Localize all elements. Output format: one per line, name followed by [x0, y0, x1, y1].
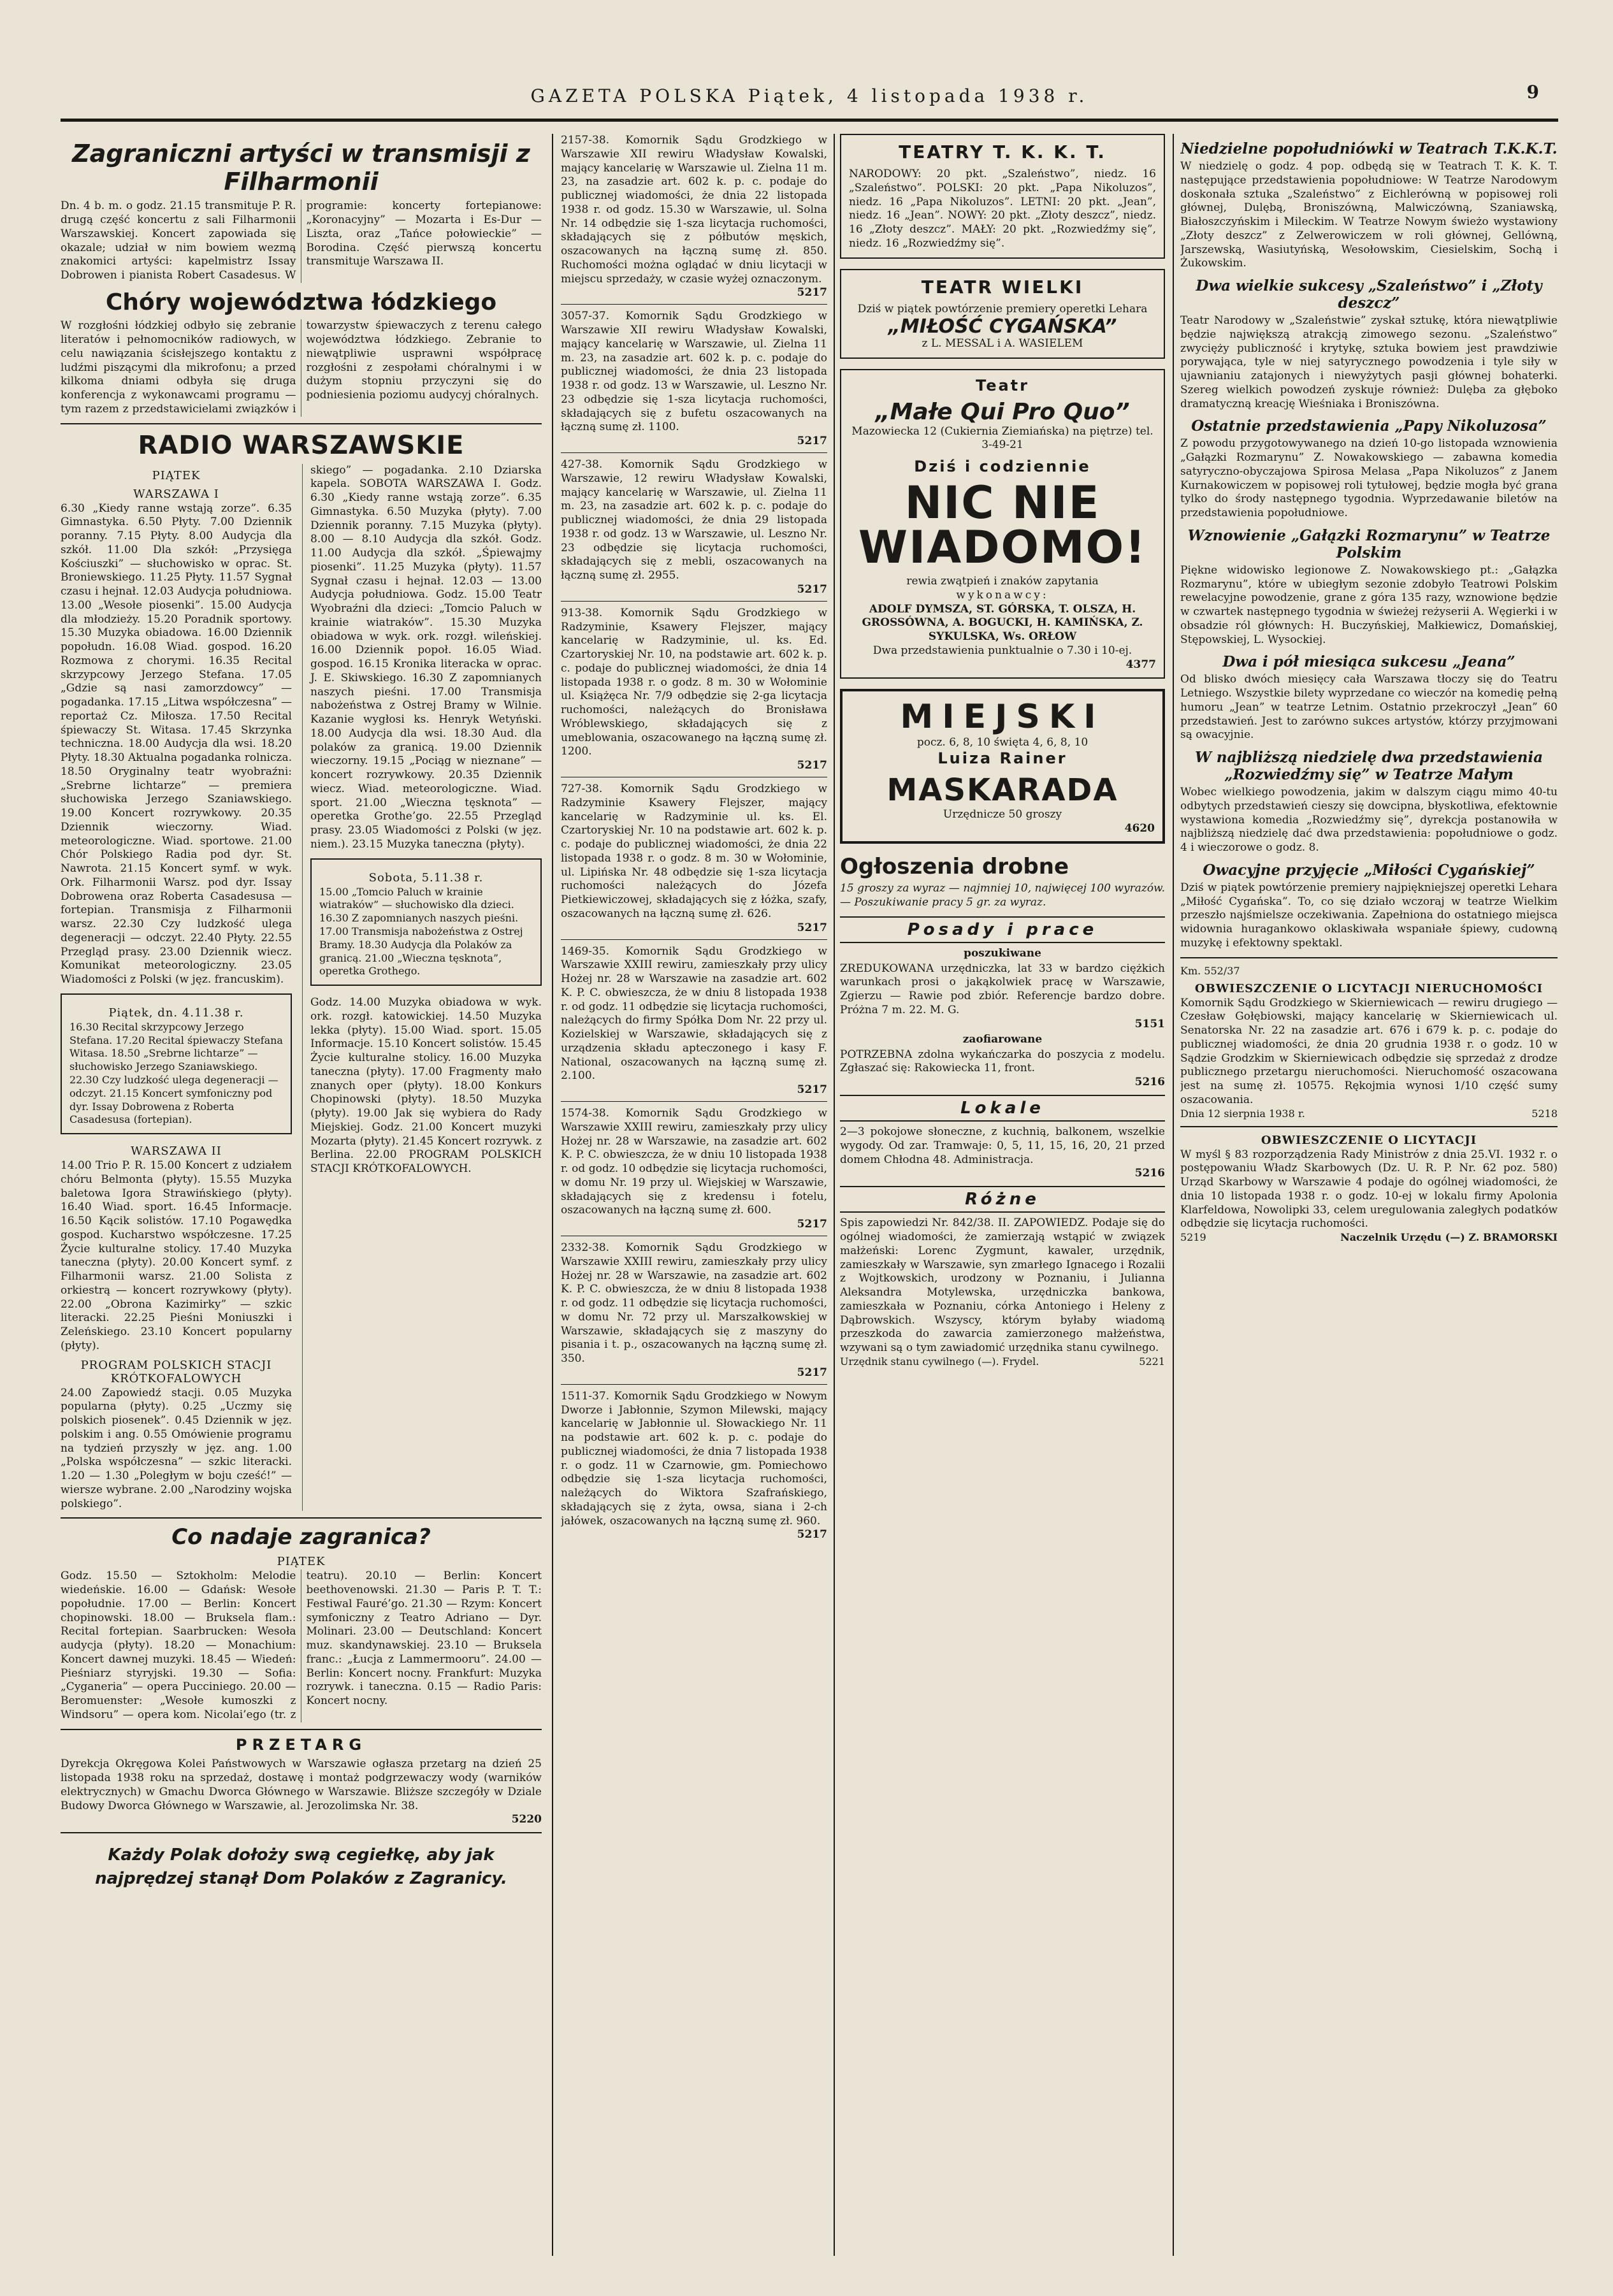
notice: 1469-35. Komornik Sądu Grodzkiego w Warszawie XXIII rewiru, zamieszkały przy ulicy Hożej nr. 28 w Warszawie na zasadzie art. 602 K. P. C. obwieszcza, że w dniu 8 listopada 1938 r. od godz. 11 odbędzie się licytacja ruchomości, należących do firmy Spółka Dom Nr. 22 przy ul. Kozielskiej w Warszawie, składających się z urządzenia składu apteczonego i kasy F. National, oszacowanych na łączną sumę zł. 2.100.	[561, 944, 827, 1083]
ad-tkkt	[840, 134, 1165, 259]
slogan: Każdy Polak dołoży swą cegiełkę, aby jak najprędzej stanął Dom Polaków z Zagranicy.	[95, 1845, 507, 1888]
ad-wielki-sub: Dziś w piątek powtórzenie premiery operetki Lehara	[857, 302, 1148, 315]
ad-tkkt-title: TEATRY T. K. K. T.	[899, 141, 1106, 162]
classifieds-price: 15 groszy za wyraz — najmniej 10, najwięcej 100 wyrazów. — Poszukiwanie pracy 5 gr. za wyraz.	[840, 882, 1165, 909]
masthead	[61, 82, 1558, 117]
ad-miejski-title: MIEJSKI	[900, 697, 1105, 736]
news-headline: Dwa i pół miesiąca sukcesu „Jeana”	[1222, 653, 1515, 671]
ad-wielki-cast: z L. MESSAL i A. WASIELEM	[922, 337, 1083, 350]
ad-wielki-title: TEATR WIELKI	[921, 276, 1084, 298]
ad-qpq-show: NIC NIE WIADOMO!	[858, 477, 1147, 574]
notice-ref: Km. 552/37	[1180, 964, 1240, 977]
ad-qpq-lead: Teatr	[976, 377, 1029, 394]
shortwave-schedule: 24.00 Zapowiedź stacji. 0.05 Muzyka popularna (płyty). 0.25 „Uczmy się polskich piosenek”. 0.45 Dziennik w jęz. polskim i ang. 0.55 Omówienie programu na tydzień przyszły w jęz. ang. 1.00 „Polska współczesna” — szkic literacki. 1.20 — 1.30 „Poległym w boju cześć!” — wiersze wybrane. 2.00 „Narodziny wojska polskiego”.	[61, 1386, 292, 1510]
classified-number: 5216	[1134, 1076, 1165, 1089]
divider	[61, 423, 542, 424]
news-headline: Niedzielne popołudniówki w Teatrach T.K.K.T.	[1180, 140, 1558, 157]
highlight-body: 16.30 Recital skrzypcowy Jerzego Stefana. 17.20 Recital śpiewaczy Stefana Witasa. 18.50 „Srebrne lichtarze” — słuchowisko Jerzego Szaniawskiego. 22.30 Czy ludzkość ulega degeneracji — odczyt. 21.15 Koncert symfoniczny pod dyr. Issay Dobrowena z Roberta Casadesusa (fortepian).	[69, 1020, 283, 1126]
notice-number: 5217	[797, 286, 827, 300]
official-notice-title: OBWIESZCZENIE O LICYTACJI NIERUCHOMOŚCI	[1194, 981, 1544, 995]
news-body: Wobec wielkiego powodzenia, jakim w dalszym ciągu mimo 40-tu odbytych przedstawień cieszy się dowcipna, błyskotliwa, efektownie wystawiona komedia „Rozwiedźmy się”, dyrekcja postanowiła w najbliższą niedzielę dać dwa przedstawienia: popołudniowe o godz. 4 i wieczorowe o godz. 8.	[1180, 786, 1558, 854]
highlight-box-saturday	[310, 858, 542, 986]
ad-qpq-cast: ADOLF DYMSZA, ST. GÓRSKA, T. OLSZA, H. GROSSÓWNA, A. BOGUCKI, H. KAMIŃSKA, Z. SYKULSKA, Ws. ORŁOW	[862, 602, 1143, 644]
divider	[561, 601, 827, 602]
column-theatre-news	[1180, 134, 1558, 2259]
notice: 913-38. Komornik Sądu Grodzkiego w Radzyminie, Ksawery Flejszer, mający kancelarię w Radzyminie, ul. ks. Ed. Czartoryskiej Nr. 10, na podstawie art. 602 k. p. c. podaje do publicznej wiadomości, że dnia 14 listopada 1938 r. o godz. 8 m. 30 w Wołominie ul. Książęca Nr. 7/9 odbędzie się 2-ga licytacja ruchomości, należących do Bronisława Wróblewskiego, składających się z umeblowania, oszacowanego na łączną sumę zł. 1200.	[561, 606, 827, 758]
notice-sign: Naczelnik Urzędu (—) Z. BRAMORSKI	[1340, 1231, 1558, 1243]
classified-number: 5151	[1134, 1017, 1165, 1030]
divider	[61, 1517, 542, 1519]
notice: 3057-37. Komornik Sądu Grodzkiego w Warszawie XII rewiru Władysław Kowalski, mający kancelarię w Warszawie, ul. Zielna 11 m. 23, na zasadzie art. 602 k. p. c. podaje do publicznej wiadomości, że dnia 23 listopada 1938 r. od godz. 13 w Warszawie, ul. Leszno Nr. 23 odbędzie się 1-sza licytacja ruchomości, składających się z bufetu oszacowanych na łączną sumę zł. 1100.	[561, 310, 827, 434]
radio-schedule-saturday: skiego” — pogadanka. 2.10 Dziarska kapela. SOBOTA WARSZAWA I. Godz. 6.30 „Kiedy ranne wstają zorze”. 6.35 Gimnastyka. 6.50 Muzyka (płyty). 7.00 Dziennik poranny. 7.15 Muzyka (płyty). 8.00 — 8.10 Audycja dla szkół. Godz. 11.00 Audycja dla szkół. „Śpiewajmy piosenki”. 11.25 Muzyka (płyty). 11.57 Sygnał czasu i hejnał. 12.03 — 13.00 Audycja południowa. Godz. 15.00 Teatr Wyobraźni dla dzieci: „Tomcio Paluch w krainie wiatraków”. 15.30 Muzyka obiadowa w wyk. ork. rozgł. wileńskiej. 16.00 Dziennik popoł. 16.05 Wiad. gospod. 16.15 Kronika literacka w oprac. J. E. Skiwskiego. 16.30 Z zapomnianych naszych pieśni. 17.00 Transmisja nabożeństwa z Ostrej Bramy w Wilnie. Kazanie wygłosi ks. Henryk Wetyński. 18.00 Audycja dla wsi. 18.30 Aud. dla polaków za granicą. 19.00 Dziennik wieczorny. 19.15 „Pociąg w nieznane” — koncert rozrywkowy. 20.35 Dziennik wiecz. Wiad. meteorologiczne. Wiad. sport. 21.00 „Wieczna tęsknota” — operetka Grothe’go. 22.55 Przegląd prasy. 23.05 Wiadomości z Polski (w jęz. niem.). 23.15 Muzyka taneczna (płyty).	[310, 463, 542, 851]
divider	[1180, 957, 1558, 958]
shortwave-title: PROGRAM POLSKICH STACJI KRÓTKOFALOWYCH	[80, 1358, 272, 1385]
notice: 427-38. Komornik Sądu Grodzkiego w Warszawie, 12 rewiru Władysław Kowalski, mający kancelarię w Warszawie, ul. Zielna 11 m. 23, na zasadzie art. 602 k. p. c. podaje do publicznej wiadomości, że dnia 29 listopada 1938 r. od godz. 13 w Warszawie, ul. Leszno Nr. 23 odbędzie się licytacja ruchomości, składających się z mebli, oszacowanych na łączną sumę zł. 2955.	[561, 458, 827, 582]
column-divider	[1173, 134, 1174, 2256]
divider	[561, 1101, 827, 1102]
divider	[61, 1832, 542, 1833]
highlight-box-friday	[61, 993, 292, 1134]
ad-wielki-show: „MIŁOŚĆ CYGAŃSKA”	[888, 315, 1117, 338]
headline-radio: RADIO WARSZAWSKIE	[138, 430, 465, 460]
ad-miejski-star: Luiza Rainer	[937, 749, 1067, 768]
headline-artists: Zagraniczni artyści w transmisji z Filharmonii	[72, 140, 530, 196]
news-headline: Owacyjne przyjęcie „Miłości Cygańskiej”	[1203, 861, 1535, 879]
classified-wanted: ZREDUKOWANA urzędniczka, lat 33 w bardzo ciężkich warunkach prosi o jakąkolwiek pracę w Warszawie, Zgierzu — Rawie pod zbiór. Referencje bardzo dobre. Próżna 7 m. 22. M. G.	[840, 962, 1165, 1016]
ad-qpq-genre: rewia zwątpień i znaków zapytania	[906, 575, 1099, 588]
divider	[561, 1384, 827, 1385]
official-notice-footer	[1180, 1108, 1558, 1120]
notice-number: 5217	[797, 1218, 827, 1231]
radio-right	[302, 464, 542, 1512]
news-headline: Wznowienie „Gałązki Rozmarynu” w Teatrze Polskim	[1187, 526, 1551, 561]
classified-offered: POTRZEBNA zdolna wykańczarka do poszycia z modelu. Zgłaszać się: Rakowiecka 11, front.	[840, 1048, 1165, 1075]
rubric-offered: zaofiarowane	[962, 1032, 1043, 1046]
headline-choirs: Chóry województwa łódzkiego	[105, 289, 497, 315]
classified-premises: 2—3 pokojowe słoneczne, z kuchnią, balkonem, wszelkie wygody. Od zar. Tramwaje: 0, 5, 11, 15, 16, 20, 21 przed domem Chłodna 48. Administracja.	[840, 1125, 1165, 1166]
highlight-body: 15.00 „Tomcio Paluch w krainie wiatraków” — słuchowisko dla dzieci. 16.30 Z zapomnianych naszych pieśni. 17.00 Transmisja nabożeństwa z Ostrej Bramy. 18.30 Audycja dla Polaków za granicą. 21.00 „Wieczna tęsknota”, operetka Grothego.	[319, 885, 523, 978]
ad-kino-miejski	[840, 689, 1165, 844]
ad-qui-pro-quo	[840, 369, 1165, 679]
page-number: 9	[1526, 82, 1539, 103]
headline-tender: PRZETARG	[235, 1735, 367, 1754]
notice-number: 5217	[797, 582, 827, 596]
notice: 1511-37. Komornik Sądu Grodzkiego w Nowym Dworze i Jabłonnie, Szymon Milewski, mający kancelarię w Jabłonnie ul. Słowackiego Nr. 11 na podstawie art. 602 k. p. c. podaje do publicznej wiadomości, że dnia 7 listopada 1938 r. o godz. 11 w Czarnowie, gm. Pomiechowo odbędzie się 1-sza licytacja ruchomości, należących do Wiktora Szafrańskiego, składających się z żyta, owsa, siana i 2-ch jałówek, oszacowanych na łączną sumę zł. 960.	[561, 1389, 827, 1527]
notice: 2332-38. Komornik Sądu Grodzkiego w Warszawie XXIII rewiru, zamieszkały przy ulicy Hożej nr. 28 w Warszawie, na zasadzie art. 602 K. P. C. obwieszcza, że w dniu 8 listopada 1938 r. od godz. 11 odbędzie się licytacja ruchomości, w domu Nr. 72 przy ul. Marszałkowskiej w Warszawie, składających się z maszyny do pisania i t. p., oszacowanych na łączną sumę zł. 350.	[561, 1241, 827, 1365]
divider	[561, 452, 827, 453]
radio-schedule-w2: 14.00 Trio P. R. 15.00 Koncert z udziałem chóru Belmonta (płyty). 15.55 Muzyka baletowa Igora Strawińskiego (płyty). 16.40 Wiad. sport. 16.45 Informacje. 16.50 Kącik solistów. 17.10 Pogawędka gospod. Kucharstwo współczesne. 17.25 Życie kulturalne stolicy. 17.40 Muzyka taneczna (płyty). 20.00 Koncert symf. z Filharmonii warsz. 21.00 Solista z orkiestrą — koncert rozrywkowy (płyty). 22.00 „Obrona Kazimirky” — szkic literacki. 22.25 Pieśni Moniuszki i Zeleńskiego. 23.10 Koncert popularny (płyty).	[61, 1159, 292, 1352]
ad-tkkt-body: NARODOWY: 20 pkt. „Szaleństwo”, niedz. 16 „Szaleństwo”. POLSKI: 20 pkt. „Papa Nikoluzos”, niedz. 16 „Papa Nikoluzos”. LETNI: 20 pkt. „Jean”, niedz. 16 „Jean”. NOWY: 20 pkt. „Złoty deszcz”, niedz. 16 „Złoty deszcz”. MAŁY: 20 pkt. „Rozwiedźmy się”, niedz. 16 „Rozwiedźmy się”.	[849, 168, 1156, 250]
news-headline: W najbliższą niedzielę dwa przedstawienia „Rozwiedźmy się” w Teatrze Małym	[1194, 749, 1544, 783]
divider	[561, 939, 827, 940]
masthead-rule	[61, 119, 1558, 122]
headline-abroad: Co nadaje zagranica?	[171, 1524, 431, 1550]
ad-teatr-wielki	[840, 269, 1165, 359]
ad-qpq-title: „Małe Qui Pro Quo”	[875, 399, 1130, 425]
news-headline: Ostatnie przedstawienia „Papy Nikoluzosa”	[1191, 417, 1547, 435]
radio-program	[61, 464, 542, 1512]
column-notices	[561, 134, 827, 2259]
news-headline: Dwa wielkie sukcesy „Szaleństwo” i „Złoty deszcz”	[1196, 277, 1542, 312]
ad-qpq-address: Mazowiecka 12 (Cukiernia Ziemiańska) na piętrze) tel. 3-49-21	[851, 424, 1154, 452]
ad-miejski-times: pocz. 6, 8, 10 święta 4, 6, 8, 10	[916, 735, 1089, 749]
news-body: Od blisko dwóch miesięcy cała Warszawa tłoczy się do Teatru Letniego. Wszystkie bilety wyprzedane co wieczór na komedię pełną humoru „Jean” w teatrze Letnim. Ostatnio przekroczył „Jean” 60 przedstawień. Jest to zarówno sukces artystów, którzy przyjmowani są owacyjnie.	[1180, 673, 1558, 742]
divider	[561, 304, 827, 305]
official-notice-title: OBWIESZCZENIE O LICYTACJI	[1261, 1133, 1477, 1147]
classified-misc-footer	[840, 1355, 1165, 1368]
official-notice-body: Komornik Sądu Grodzkiego w Skierniewicach — rewiru drugiego — Czesław Gołębiowski, mający kancelarię w Skierniewicach ul. Senatorska Nr. 22 na zasadzie art. 676 i 679 k. p. c. podaje do publicznej wiadomości, że dnia 20 grudnia 1938 r. o godz. 10 w Sądzie Grodzkim w Skierniewicach odbędzie się sprzedaż z drodze publicznego przetargu nieruchomości. Nieruchomość oszacowana jest na sumę zł. 10575. Rękojmia wynosi 1/10 część sumy oszacowania.	[1180, 996, 1558, 1106]
notice-date: Dnia 12 sierpnia 1938 r.	[1180, 1107, 1305, 1120]
ad-qpq-times: Dwa przedstawienia punktualnie o 7.30 i 10-ej.	[872, 644, 1132, 657]
notice-number: 5217	[797, 1528, 827, 1541]
notice-number: 5217	[797, 759, 827, 772]
radio-station-2: WARSZAWA II	[131, 1144, 222, 1159]
column-radio	[61, 134, 542, 2259]
news-body: Z powodu przygotowywanego na dzień 10-go listopada wznowienia „Gałązki Rozmarynu” Z. Nowakowskiego — zabawna komedia satyryczno-obyczajowa Spirosa Melasa „Papa Nikoluzos” z Janem Kurnakowiczem w popisowej roli tytułowej, będzie mogła być grana tylko do środy następnego tygodnia. Wyprzedawanie biletów na przedstawienia popołudniowe.	[1180, 437, 1558, 519]
highlight-title: Sobota, 5.11.38 r.	[368, 870, 484, 884]
classified-misc: Spis zapowiedzi Nr. 842/38. II. ZAPOWIEDZ. Podaje się do ogólnej wiadomości, że zamierzają wstąpić w związek małżeński: Lorenc Zygmunt, kawaler, urzędnik, zamieszkały w Warszawie, syn zmarłego Ignacego i Rozalii z Wojtkowskich, urodzony w Poznaniu, i Julianna Aleksandra Motylewska, urzędniczka bankowa, zamieszkała w Poznaniu, córka Antoniego i Heleny z Dąbrowskich. Wszyscy, którym byłaby wiadomą przeszkoda do zawarcia zamierzonego małżeństwa, wzywani są o tym zawiadomić urzędnika stanu cywilnego.	[840, 1217, 1165, 1355]
notice-number: 5217	[797, 435, 827, 447]
column-ads	[840, 134, 1165, 2259]
news-body: W niedzielę o godz. 4 pop. odbędą się w Teatrach T. K. K. T. następujące przedstawienia popołudniowe: W Teatrze Narodowym doskonała sztuka „Szaleństwo” z Eichlerówną w popisowej roli głównej, Dulębą, Broniszówną, Malwiczówną, Szaniawską, Białoszczyńskim i Mileckim. W Teatrze Nowym świeżo wystawiony „Złoty deszcz” z Zelwerowiczem w roli głównej, Gellówną, Jarszewską, Wasiutyńską, Wesołowskim, Ciesielskim, Sochą i Żukowskim.	[1180, 160, 1558, 270]
official-notice-body: W myśl § 83 rozporządzenia Rady Ministrów z dnia 25.VI. 1932 r. o postępowaniu Władz Skarbowych (Dz. U. R. P. Nr. 62 poz. 580) Urząd Skarbowy w Warszawie 4 podaje do ogólnej wiadomości, że dnia 10 listopada 1938 r. o godz. 10-ej w lokalu firmy Apolonia Klarfeldowa, Nowolipki 33, celem uregulowania zaległych podatków odbędzie się licytacja ruchomości.	[1180, 1148, 1558, 1231]
notice-number: 5217	[797, 1366, 827, 1379]
notice-number: 5219	[1180, 1231, 1206, 1243]
divider	[1180, 1126, 1558, 1127]
tender-body: Dyrekcja Okręgowa Kolei Państwowych w Warszawie ogłasza przetarg na dzień 25 listopada 1938 roku na sprzedaż, dostawę i montaż podgrzewaczy wody (warników elektrycznych) w Gmachu Dworca Głównego w Warszawie. Bliższe szczegóły w Dziale Budowy Dworca Głównego w Warszawie, al. Jerozolimska Nr. 38.	[61, 1758, 542, 1812]
notice-number: 5217	[797, 921, 827, 934]
rubric-wanted: poszukiwane	[964, 946, 1041, 960]
abroad-schedule: Godz. 15.50 — Sztokholm: Melodie wiedeńskie. 16.00 — Gdańsk: Wesołe popołudnie. 17.00 — Berlin: Koncert chopinowski. 18.00 — Bruksela flam.: Recital fortepian. Saarbrucken: Wesoła audycja (płyty). 18.20 — Monachium: Koncert dawnej muzyki. 18.45 — Wiedeń: Pieśniarz styryjski. 19.30 — Sofia: „Cyganeria” — opera Pucciniego. 20.00 — Beromuenster: „Wesołe kumoszki z Windsoru” — opera kom. Nicolai’ego (tr. z teatru). 20.10 — Berlin: Koncert beethovenowski. 21.30 — Paris P. T. T.: Festiwal Fauré’go. 21.30 — Rzym: Koncert symfoniczny z Teatro Adriano — Dyr. Molinari. 23.00 — Deutschland: Koncert muz. skandynawskiej. 23.10 — Bruksela franc.: „Łucja z Lammermooru”. 24.00 — Berlin: Koncert nocny. Frankfurt: Muzyka rozrywk. i taneczna. 0.15 — Radio Paris: Koncert nocny.	[61, 1570, 542, 1721]
notice-number: 5218	[1531, 1107, 1558, 1120]
classifieds-title: Ogłoszenia drobne	[840, 854, 1069, 880]
divider	[61, 1729, 542, 1730]
ad-miejski-number: 4620	[1124, 822, 1155, 835]
article-artists: Dn. 4 b. m. o godz. 21.15 transmituje P. R. drugą część koncertu z sali Filharmonii Warszawskiej. Koncert zapowiada się okazale; udział w nim bowiem wezmą znakomici artyści: kapelmistrz Issay Dobrowen i pianista Robert Casadesus. W programie: koncerty fortepianowe: „Koronacyjny” — Mozarta i Es-Dur — Liszta, oraz „Tańce połowieckie” — Borodina. Część pierwszą koncertu transmituje Warszawa II.	[61, 199, 542, 282]
ad-qpq-number: 4377	[1125, 658, 1156, 671]
news-body: Piękne widowisko legionowe Z. Nowakowskiego pt.: „Gałązka Rozmarynu”, które w ubiegłym sezonie zdobyło Teatrowi Polskim rewelacyjne powodzenie, grane z góra 135 razy, wznowione będzie w czwartek następnego tygodnia w świeżej reżyserii A. Węgierki i w obsadzie ról głównych: H. Buczyńskiej, Małkiewicz, Domańskiej, Stępowskiej, L. Wysockiej.	[1180, 563, 1558, 646]
radio-schedule-friday: 6.30 „Kiedy ranne wstają zorze”. 6.35 Gimnastyka. 6.50 Płyty. 7.00 Dziennik poranny. 7.15 Płyty. 8.00 Audycja dla szkół. 11.00 Dla szkół: „Przysięga Kościuszki” — słuchowisko w oprac. St. Broniewskiego. 11.25 Płyty. 11.57 Sygnał czasu i hejnał. 12.03 Audycja południowa. 13.00 „Wesołe piosenki”. 15.00 Audycja dla młodzieży. 15.20 Poradnik sportowy. 15.30 Muzyka obiadowa. 16.00 Dziennik popołudn. 16.08 Wiad. gospod. 16.20 Rozmowa z chorymi. 16.35 Recital skrzypcowy Jerzego Stefana. 17.05 „Gdzie są nasi zamorzdowcy” — pogadanka. 17.15 „Litwa współczesna” — reportaż Cz. Miłosza. 17.50 Recital śpiewaczy St. Witasa. 17.45 Skrzynka techniczna. 18.00 Audycja dla wsi. 18.20 Płyty. 18.30 Aktualna pogadanka rolnicza. 18.50 Oryginalny teatr wyobraźni: „Srebrne lichtarze” — premiera słuchowiska Jerzego Szaniawskiego. 19.00 Koncert rozrywkowy. 20.35 Dziennik wieczorny. Wiad. meteorologiczne. Wiad. sportowe. 21.00 Chór Polskiego Radia pod dyr. St. Nawrota. 21.15 Koncert symf. w wyk. Ork. Filharmonii Warsz. pod dyr. Issay Dobrowena oraz Roberta Casadesusa — fortepian. Transmisja z Filharmonii warsz. 22.30 Czy ludzkość ulega degeneracji — odczyt. 22.40 Płyty. 22.55 Przegląd prasy. 23.00 Dziennik wiecz. Komunikat meteorologiczny. 23.05 Wiadomości z Polski (w jęz. francuskim).	[61, 502, 292, 986]
ad-miejski-price: Urzędnicze 50 groszy	[943, 808, 1062, 821]
article-choirs: W rozgłośni łódzkiej odbyło się zebranie literatów i pełnomocników radiowych, w celu nawiązania ścisłejszego kontaktu z ludźmi piszącymi dla mikrofonu; a przed kilkoma dniami odbyła się druga konferencja z wykonawcami programu — tym razem z przedstawicielami związków i towarzystw śpiewaczych z terenu całego województwa łódzkiego. Zebranie to niewątpliwie usprawni współpracę rozgłośni z zespołami chóralnymi i w dużym stopniu przyczyni się do podniesienia poziomu audycyj chóralnych.	[61, 319, 542, 415]
news-body: Teatr Narodowy w „Szaleństwie” zyskał sztukę, która niewątpliwie będzie największą atrakcją zimowego sezonu. „Szaleństwo” zwycięży publiczność i krytykę, sztuka bowiem jest prawdziwie porywająca, tyle w niej satyrycznego powodzenia i tyle siły w ujawnianiu zatajonych i niewyżytych pasji głównej bohaterki. Szereg wielkich powodzeń zyskuje również: Dulęba za głęboko dramatyczną kreację Wieśniaka i Broniszówna.	[1180, 314, 1558, 410]
rubric-premises: Lokale	[840, 1095, 1165, 1122]
radio-day: PIĄTEK	[152, 468, 201, 482]
abroad-day: PIĄTEK	[277, 1555, 326, 1569]
notice-number: 5217	[797, 1083, 827, 1096]
news-body: Dziś w piątek powtórzenie premiery najpiękniejszej operetki Lehara „Miłość Cygańska”. To, co się działo wczoraj w teatrze Wielkim przeszło najśmielsze oczekiwania. Zapełniona do ostatniego miejsca widownia huragankowo oklaskiwała wspaniałe śpiewy, cudowną muzykę i efektowny spektakl.	[1180, 881, 1558, 949]
classified-sign: Urzędnik stanu cywilnego (—). Frydel.	[840, 1355, 1039, 1368]
classified-number: 5216	[1134, 1167, 1165, 1180]
column-divider	[834, 134, 835, 2256]
radio-station: WARSZAWA I	[133, 487, 219, 501]
official-notice-footer	[1180, 1231, 1558, 1243]
column-divider	[552, 134, 553, 2256]
highlight-title: Piątek, dn. 4.11.38 r.	[108, 1006, 244, 1020]
notice: 1574-38. Komornik Sądu Grodzkiego w Warszawie XXIII rewiru, zamieszkały przy ulicy Hożej nr. 28 w Warszawie, na zasadzie art. 602 K. P. C. obwieszcza, że w dniu 10 listopada 1938 r. od godz. 10 odbędzie się licytacja ruchomości, w domu Nr. 19 przy ul. Wiejskiej w Warszawie, składających się z kredensu i fotelu, oszacowanych na łączną sumę zł. 600.	[561, 1107, 827, 1217]
radio-schedule-w2-sat: Godz. 14.00 Muzyka obiadowa w wyk. ork. rozgł. katowickiej. 14.50 Muzyka lekka (płyty). 15.00 Wiad. sport. 15.05 Informacje. 15.10 Koncert solistów. 15.45 Życie kulturalne stolicy. 16.00 Muzyka taneczna (płyty). 17.00 Fragmenty mało znanych oper (płyty). 18.00 Konkurs Chopinowski (płyty). 18.50 Muzyka (płyty). 19.00 Jak się wybiera do Rady Miejskiej. Godz. 21.00 Koncert muzyki Mozarta (płyty). 21.45 Koncert rozrywk. z Berlina. 22.00 PROGRAM POLSKICH STACJI KRÓTKOFALOWYCH.	[310, 996, 542, 1176]
notice: 727-38. Komornik Sądu Grodzkiego w Radzyminie Ksawery Flejszer, mający kancelarię w Radzyminie ul. ks. El. Czartoryskiej Nr. 10 na podstawie art. 602 k. p. c. podaje do publicznej wiadomości, że dnia 22 listopada 1938 r. o godz. 8 m. 30 w Wołominie, ul. Lipińska Nr. 48 odbędzie się 1-sza licytacja ruchomości należących do Józefa Pietkiewiczowej, składających się z łóżka, szafy, oszacowanych na łączną sumę zł. 626.	[561, 783, 827, 920]
rubric-jobs: Posady i prace	[840, 916, 1165, 943]
masthead-title: GAZETA POLSKA Piątek, 4 listopada 1938 r.	[530, 85, 1089, 106]
rubric-misc: Różne	[840, 1186, 1165, 1213]
ad-qpq-cast-label: wykonawcy:	[956, 588, 1049, 602]
classified-number: 5221	[1139, 1355, 1165, 1368]
ad-miejski-film: MASKARADA	[886, 772, 1118, 809]
ad-qpq-today: Dziś i codziennie	[914, 458, 1091, 476]
tender-number: 5220	[511, 1813, 542, 1826]
radio-left	[61, 464, 292, 1512]
notice: 2157-38. Komornik Sądu Grodzkiego w Warszawie XII rewiru Władysław Kowalski, mający kancelarię w Warszawie ul. Zielna 11 m. 23, na zasadzie art. 602 k. p. c. podaje do publicznej wiadomości, że dnia 22 listopada 1938 r. od godz. 15.30 w Warszawie, ul. Solna Nr. 14 odbędzie się 1-sza licytacja ruchomości, składających się z półbutów męskich, oszacowanych na łączną sumę zł. 850. Ruchomości można oglądać w dniu licytacji w miejscu sprzedaży, w czasie wyżej oznaczonym.	[561, 134, 827, 285]
